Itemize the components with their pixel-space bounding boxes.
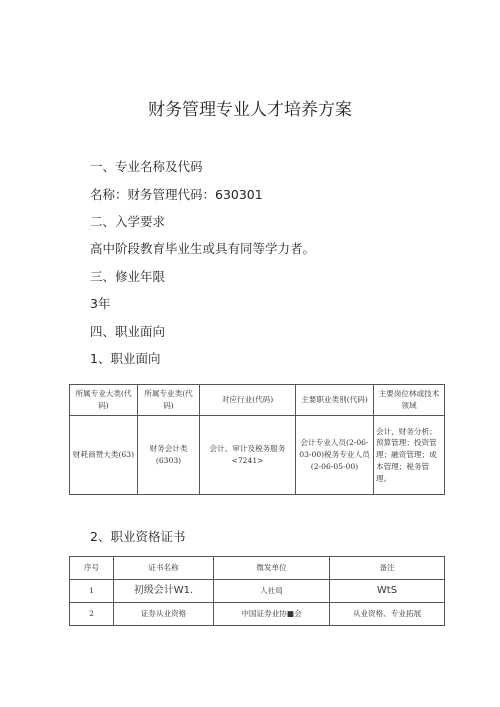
header-cell: 备注 [330, 557, 445, 580]
header-cell: 证书名称 [114, 557, 214, 580]
section-3-heading: 三、修业年限 [90, 269, 166, 284]
table-cell: 1 [70, 580, 114, 603]
table-cell: 从业资格、专业拓展 [330, 603, 445, 626]
table-cell: 初级会计W1. [114, 580, 214, 603]
table-cell: 中国证券业协■会 [214, 603, 330, 626]
occupation-table [69, 384, 445, 495]
section-4-sub-1: 1、职业面向 [90, 351, 161, 366]
section-1-heading: 一、专业名称及代码 [90, 159, 203, 174]
header-cell: 主要职业类别(代码) [296, 385, 374, 416]
table-row [70, 416, 445, 495]
section-4-heading: 四、职业面向 [90, 324, 166, 339]
header-cell: 主要岗位林或技术领域 [374, 385, 445, 416]
section-2-heading: 二、入学要求 [90, 214, 166, 229]
table-cell: 会计、审计及税务服务<7241> [200, 416, 296, 495]
section-3-body: 3年 [90, 296, 111, 311]
table-row [70, 580, 445, 603]
table-header-row [70, 557, 445, 580]
header-cell: 序号 [70, 557, 114, 580]
table-cell: 人社局 [214, 580, 330, 603]
header-cell: 所属专业大类(代码) [70, 385, 138, 416]
table-cell: 财务会计类(6303) [138, 416, 200, 495]
table-cell: 2 [70, 603, 114, 626]
table-cell: 证券从业资格 [114, 603, 214, 626]
section-2-body: 高中阶段教育毕业生或具有同等学力者。 [90, 241, 316, 256]
table-header-row [70, 385, 445, 416]
certificate-table [69, 556, 445, 626]
header-cell: 所属专业类(代码) [138, 385, 200, 416]
table-cell: WtS [330, 580, 445, 603]
table-row [70, 603, 445, 626]
section-1-body: 名称：财务管理代码：630301 [90, 187, 263, 202]
section-4-sub-2: 2、职业资格证书 [90, 529, 186, 544]
document-title: 财务管理专业人才培养方案 [148, 100, 352, 120]
header-cell: 对应行业(代码) [200, 385, 296, 416]
table-cell: 财耗商赞大类(63) [70, 416, 138, 495]
header-cell: 微发单位 [214, 557, 330, 580]
table-cell: 会计，财务分析；预算管理；投资管理；融资管理；成本管理；税务管理。 [374, 416, 445, 495]
table-cell: 会计专业人员(2-06-03-00)税务专业人员(2-06-05-00) [296, 416, 374, 495]
